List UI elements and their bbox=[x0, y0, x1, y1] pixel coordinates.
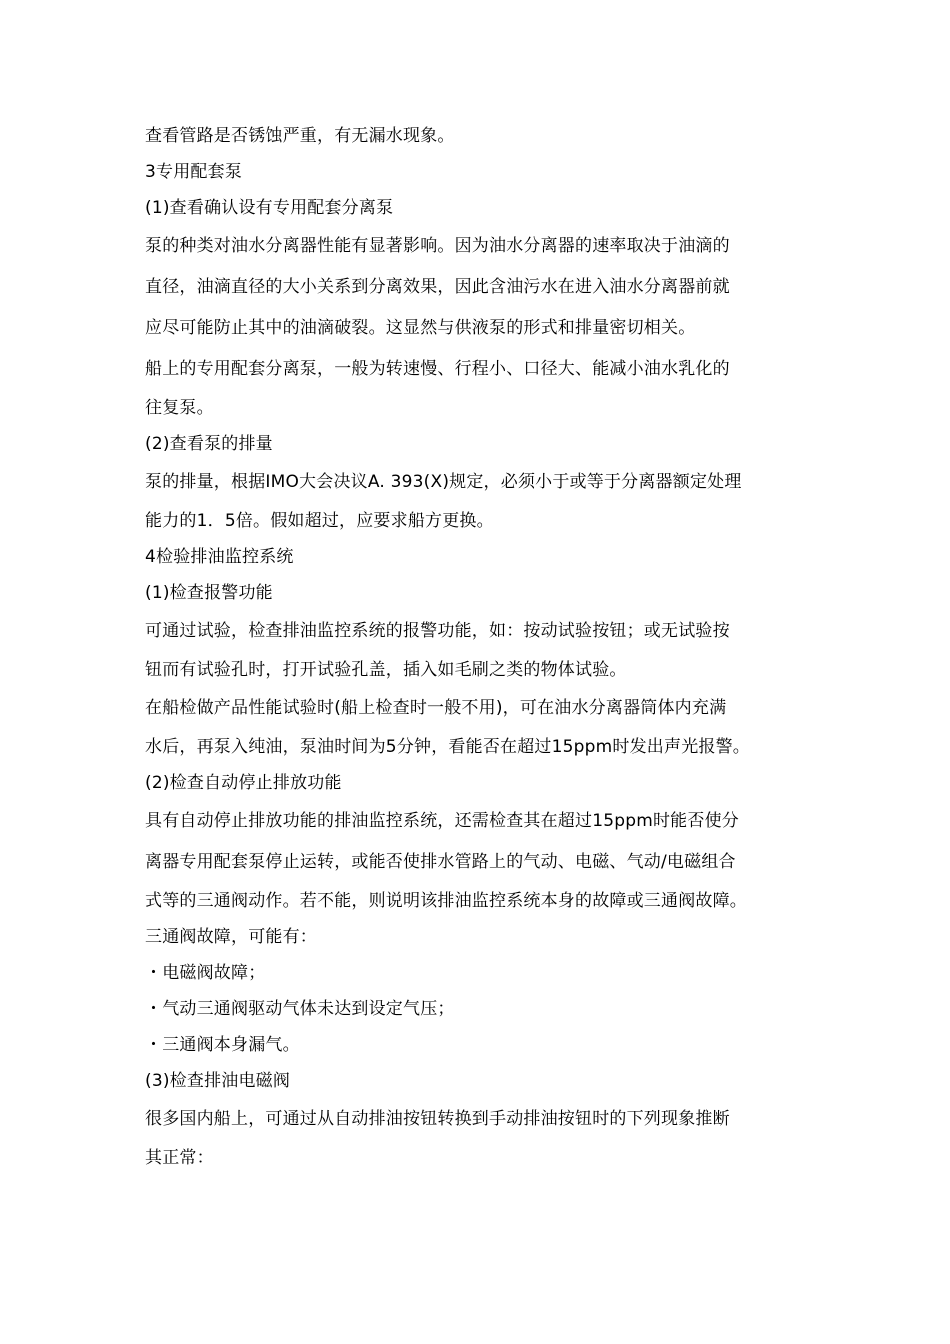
text-line: 直径，油滴直径的大小关系到分离效果，因此含油污水在进入油水分离器前就 bbox=[145, 277, 730, 297]
text-line: 水后，再泵入纯油，泵油时间为5分钟，看能否在超过15ppm时发出声光报警。 bbox=[145, 737, 750, 757]
text-line: 离器专用配套泵停止运转，或能否使排水管路上的气动、电磁、气动/电磁组合 bbox=[145, 852, 736, 872]
text-line: 钮而有试验孔时，打开试验孔盖，插入如毛刷之类的物体试验。 bbox=[145, 660, 627, 680]
text-line: 应尽可能防止其中的油滴破裂。这显然与供液泵的形式和排量密切相关。 bbox=[145, 318, 696, 338]
text-line: 往复泵。 bbox=[145, 398, 214, 418]
bullet-item: ・三通阀本身漏气。 bbox=[145, 1035, 300, 1055]
text-line: 具有自动停止排放功能的排油监控系统，还需检查其在超过15ppm时能否使分 bbox=[145, 811, 739, 831]
subsection-heading: (1)检查报警功能 bbox=[145, 583, 273, 603]
text-line: 泵的种类对油水分离器性能有显著影响。因为油水分离器的速率取决于油滴的 bbox=[145, 236, 730, 256]
text-line: 泵的排量，根据IMO大会决议A. 393(X)规定，必须小于或等于分离器额定处理 bbox=[145, 472, 742, 492]
text-line: 查看管路是否锈蚀严重，有无漏水现象。 bbox=[145, 126, 455, 146]
text-line: 三通阀故障，可能有： bbox=[145, 927, 317, 947]
text-line: 很多国内船上，可通过从自动排油按钮转换到手动排油按钮时的下列现象推断 bbox=[145, 1109, 730, 1129]
bullet-item: ・气动三通阀驱动气体未达到设定气压； bbox=[145, 999, 455, 1019]
subsection-heading: (3)检查排油电磁阀 bbox=[145, 1071, 291, 1091]
subsection-heading: (2)检查自动停止排放功能 bbox=[145, 773, 342, 793]
text-line: 船上的专用配套分离泵，一般为转速慢、行程小、口径大、能减小油水乳化的 bbox=[145, 359, 730, 379]
section-heading: 4检验排油监控系统 bbox=[145, 547, 294, 567]
subsection-heading: (2)查看泵的排量 bbox=[145, 434, 273, 454]
text-line: 能力的1．5倍。假如超过，应要求船方更换。 bbox=[145, 511, 494, 531]
text-line: 式等的三通阀动作。若不能，则说明该排油监控系统本身的故障或三通阀故障。 bbox=[145, 891, 747, 911]
text-line: 可通过试验，检查排油监控系统的报警功能，如：按动试验按钮；或无试验按 bbox=[145, 621, 730, 641]
section-heading: 3专用配套泵 bbox=[145, 162, 243, 182]
subsection-heading: (1)查看确认设有专用配套分离泵 bbox=[145, 198, 394, 218]
bullet-item: ・电磁阀故障； bbox=[145, 963, 266, 983]
document-body bbox=[145, 118, 810, 1176]
text-line: 其正常： bbox=[145, 1148, 214, 1168]
text-line: 在船检做产品性能试验时(船上检查时一般不用)，可在油水分离器筒体内充满 bbox=[145, 698, 727, 718]
